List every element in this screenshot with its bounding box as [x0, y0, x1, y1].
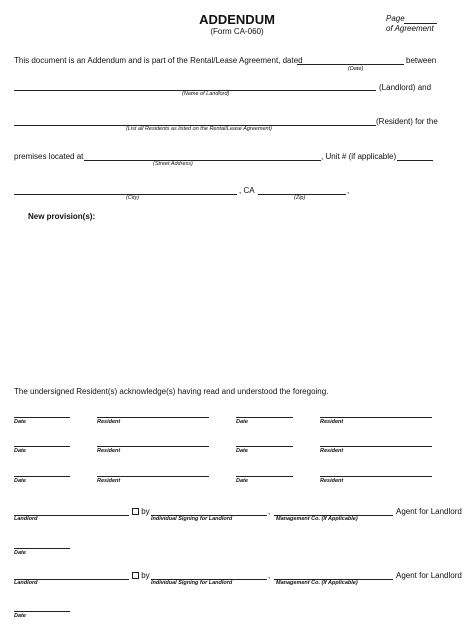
acknowledgment-text: The undersigned Resident(s) acknowledge(s) having read and understood the foregoing.: [14, 387, 329, 396]
city-caption: (City): [126, 195, 140, 201]
date-caption: Date: [236, 478, 248, 484]
landlord-name-caption: (Name of Landlord): [182, 91, 230, 97]
date-field[interactable]: [236, 417, 293, 418]
individual-signing-caption: Individual Signing for Landlord: [151, 516, 233, 522]
resident-caption: Resident: [97, 419, 121, 425]
zip-comma: ,: [347, 186, 350, 195]
date-field[interactable]: [236, 476, 293, 477]
intro-text: This document is an Addendum and is part of the Rental/Lease Agreement, dated: [14, 56, 303, 65]
resident-signature-field[interactable]: [97, 417, 209, 418]
date-field[interactable]: [14, 611, 70, 612]
by-text: by: [141, 571, 150, 580]
date-caption: Date: [236, 419, 248, 425]
unit-text: , Unit # (if applicable): [321, 152, 397, 161]
street-address-field[interactable]: [84, 160, 321, 161]
checkbox[interactable]: [132, 508, 139, 515]
resident-signature-field[interactable]: [97, 446, 209, 447]
date-caption: Date: [14, 419, 26, 425]
page-label: Page: [386, 14, 405, 23]
agent-for-landlord-text: Agent for Landlord: [396, 507, 462, 516]
provisions-area[interactable]: [28, 226, 446, 376]
management-co-caption: Management Co. (If Applicable): [276, 516, 358, 522]
document-title: ADDENDUM: [199, 12, 275, 27]
between-text: between: [406, 56, 437, 65]
comma: ,: [268, 507, 271, 516]
resident-caption: Resident: [320, 448, 344, 454]
unit-number-field[interactable]: [397, 160, 433, 161]
date-caption: Date: [14, 448, 26, 454]
street-address-caption: (Street Address): [153, 161, 193, 167]
resident-signature-field[interactable]: [97, 476, 209, 477]
date-field[interactable]: [14, 417, 70, 418]
date-field[interactable]: [14, 548, 70, 549]
resident-caption: Resident: [97, 478, 121, 484]
landlord-suffix: (Landlord) and: [379, 83, 432, 92]
date-field[interactable]: [14, 446, 70, 447]
management-co-caption: Management Co. (If Applicable): [276, 580, 358, 586]
date-field[interactable]: [236, 446, 293, 447]
date-caption: Date: [14, 613, 26, 619]
resident-signature-field[interactable]: [320, 476, 432, 477]
landlord-caption: Landlord: [14, 516, 38, 522]
residents-caption: (List all Residents as listed on the Rental/Lease Agreement): [126, 126, 272, 132]
form-number: (Form CA-060): [210, 27, 264, 36]
resident-caption: Resident: [320, 419, 344, 425]
resident-signature-field[interactable]: [320, 446, 432, 447]
resident-caption: Resident: [320, 478, 344, 484]
by-checkbox-group: [132, 507, 150, 516]
individual-signing-caption: Individual Signing for Landlord: [151, 580, 233, 586]
zip-caption: (Zip): [294, 195, 306, 201]
date-field[interactable]: [14, 476, 70, 477]
premises-text: premises located at: [14, 152, 84, 161]
new-provisions-heading: New provision(s):: [28, 212, 96, 221]
date-caption: Date: [236, 448, 248, 454]
date-caption: (Date): [348, 66, 364, 72]
resident-signature-field[interactable]: [320, 417, 432, 418]
by-checkbox-group: [132, 571, 150, 580]
date-caption: Date: [14, 550, 26, 556]
date-caption: Date: [14, 478, 26, 484]
resident-suffix: (Resident) for the: [376, 117, 438, 126]
agent-for-landlord-text: Agent for Landlord: [396, 571, 462, 580]
of-agreement-label: of Agreement: [386, 24, 434, 33]
by-text: by: [141, 507, 150, 516]
landlord-caption: Landlord: [14, 580, 38, 586]
checkbox[interactable]: [132, 572, 139, 579]
resident-caption: Resident: [97, 448, 121, 454]
ca-text: , CA: [239, 186, 255, 195]
agreement-date-field[interactable]: [297, 64, 404, 65]
comma: ,: [268, 571, 271, 580]
